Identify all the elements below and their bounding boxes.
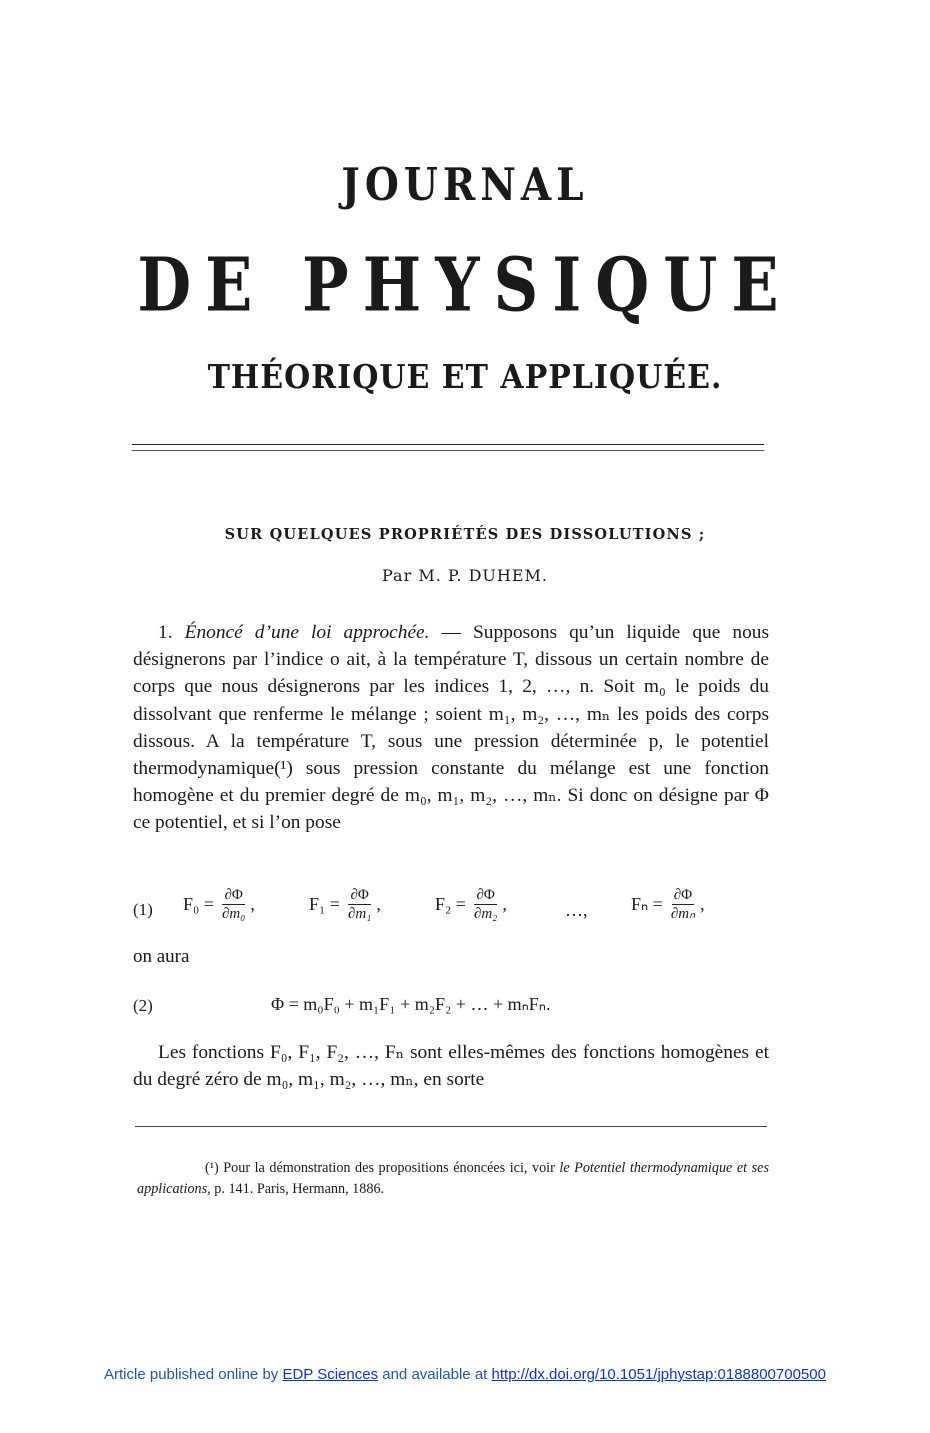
fraction-numerator: ∂Φ xyxy=(673,887,693,903)
term-separator: , xyxy=(376,894,381,914)
notice-middle: and available at xyxy=(382,1366,488,1383)
journal-title-line1: JOURNAL xyxy=(341,158,589,212)
equation-2-number: (2) xyxy=(133,996,153,1015)
journal-subtitle: THÉORIQUE ET APPLIQUÉE. xyxy=(207,358,723,397)
fraction xyxy=(669,886,697,923)
fraction-numerator: ∂Φ xyxy=(224,887,243,903)
publication-notice xyxy=(0,1366,930,1383)
equation-1-number: (1) xyxy=(133,900,153,919)
doi-link[interactable]: http://dx.doi.org/10.1051/jphystap:0188800700500 xyxy=(491,1366,826,1383)
term-lhs: F₂ = xyxy=(435,894,466,914)
author-prefix: Par xyxy=(382,566,413,585)
fraction xyxy=(346,886,373,923)
author-name: M. P. DUHEM. xyxy=(418,566,548,585)
paragraph-number: 1. xyxy=(158,622,173,643)
equation-2 xyxy=(133,994,769,1024)
publisher-link[interactable]: EDP Sciences xyxy=(282,1366,379,1383)
fraction xyxy=(220,886,247,923)
term-lhs: F₁ = xyxy=(309,894,340,914)
equation-1 xyxy=(133,886,769,936)
equation-1-term-2 xyxy=(435,886,507,923)
fraction-denominator: ∂m₂ xyxy=(473,906,498,922)
footnote-text-before: Pour la démonstration des propositions énoncées ici, voir xyxy=(218,1160,560,1176)
article-title: SUR QUELQUES PROPRIÉTÉS DES DISSOLUTIONS ; xyxy=(224,526,706,543)
paragraph-2: Les fonctions F₀, F₁, F₂, …, Fₙ sont elles-mêmes des fonctions homogènes et du degré zéro de m₀, m₁, m₂, …, mₙ, en sorte xyxy=(133,1042,769,1091)
paragraph-1 xyxy=(133,619,769,837)
footnote-text-after: p. 141. Paris, Hermann, 1886. xyxy=(210,1181,385,1197)
paragraph-heading: Énoncé d’une loi approchée. xyxy=(184,622,430,643)
term-separator: , xyxy=(502,894,507,914)
term-lhs: F₀ = xyxy=(183,894,214,914)
article-author xyxy=(0,566,930,585)
fraction-numerator: ∂Φ xyxy=(350,887,369,903)
paragraph-1-text: — Supposons qu’un liquide que nous désignerons par l’indice o ait, à la température T, dissous un certain nombre de corps que nous désignerons par les indices 1, 2, …, n. Soit m₀ le poids du dissolvant que renferme le mélange ; soient m₁, m₂, …, mₙ les poids des corps dissous. A la température T, sous une pression déterminée p, le potentiel thermodynamique(¹) sous pression constante du mélange est une fonction homogène et du premier degré de m₀, m₁, m₂, …, mₙ. Si donc on désigne par Φ ce potentiel, et si l’on pose xyxy=(133,622,769,834)
fraction-denominator: ∂m₁ xyxy=(347,906,372,922)
term-separator: , xyxy=(700,894,705,914)
fraction-denominator: ∂mₙ xyxy=(670,906,696,922)
equation-1-term-4 xyxy=(631,886,705,923)
footnote-marker: (¹) xyxy=(205,1160,219,1176)
equation-2-expression: Φ = m₀F₀ + m₁F₁ + m₂F₂ + … + mₙFₙ. xyxy=(271,994,551,1014)
notice-prefix: Article published online by xyxy=(104,1366,279,1383)
equation-1-term-1 xyxy=(309,886,381,923)
header-double-rule xyxy=(132,444,764,451)
footnote-italic-title: le Potentiel thermodynamique et ses applications, xyxy=(137,1160,769,1197)
equation-1-term-3 xyxy=(565,900,591,921)
on-aura-text: on aura xyxy=(133,946,190,967)
equation-1-term-0 xyxy=(183,886,255,923)
fraction xyxy=(472,886,499,923)
term-lhs: Fₙ = xyxy=(631,894,663,914)
journal-title-line2: DE PHYSIQUE xyxy=(137,240,793,329)
footnote xyxy=(137,1158,769,1200)
term-lhs: …, xyxy=(565,900,588,920)
term-separator: , xyxy=(250,894,255,914)
footnote-rule xyxy=(135,1126,767,1127)
fraction-denominator: ∂m₀ xyxy=(221,906,246,922)
fraction-numerator: ∂Φ xyxy=(476,887,495,903)
